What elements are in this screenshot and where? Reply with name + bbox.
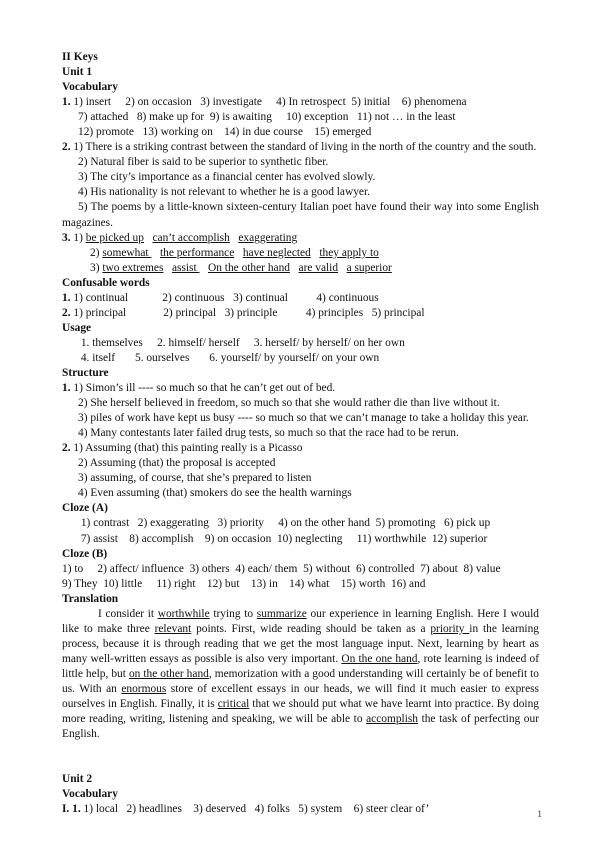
underlined-phrase: accomplish	[366, 713, 418, 726]
underlined-answer: have neglected	[242, 246, 311, 259]
underlined-answer: they apply to	[319, 246, 379, 259]
underlined-phrase: summarize	[256, 607, 307, 620]
underlined-answer: On the other hand	[208, 261, 290, 274]
structure-exercise-1-item-4: 4) Many contestants later failed drug tests, so much so that the race had to be rerun.	[78, 427, 459, 440]
underlined-phrase: On the one hand	[341, 652, 418, 665]
structure-exercise-2-item-4: 4) Even assuming (that) smokers do see the health warnings	[78, 487, 352, 500]
underlined-answer: are valid	[298, 261, 339, 274]
cloze-a-line-2: 7) assist 8) accomplish 9) on occasion 10) neglecting 11) worthwhile 12) superior	[78, 532, 488, 545]
underlined-phrase: relevant	[154, 622, 192, 635]
answer-text: 1) Assuming (that) this painting really is a Picasso	[70, 442, 303, 455]
underlined-answer: the performance	[159, 246, 235, 259]
unit-1-vocabulary-heading: Vocabulary	[62, 81, 118, 94]
structure-exercise-1-item-3: 3) piles of work have kept us busy ---- so much so that we can’t manage to take a holiday this year.	[78, 412, 529, 425]
answer-text: 1) insert 2) on occasion 3) investigate 4) In retrospect 5) initial 6) phenomena	[70, 96, 467, 109]
text-run: points. First, wide reading should be taken as a	[191, 622, 431, 635]
underlined-answer: assist	[171, 261, 200, 274]
underlined-answer: somewhat	[102, 246, 152, 259]
unit-1-heading: Unit 1	[62, 66, 93, 79]
text-run: in the learning process, because it is through reading that we get the most language input. Next, learning by heart as many well-written essays as possible is also very important.	[62, 622, 539, 665]
translation-heading: Translation	[62, 592, 119, 605]
structure-exercise-1-item-1	[62, 381, 539, 396]
underlined-answer: a superior	[346, 261, 392, 274]
exercise-marker: 2.	[62, 306, 71, 319]
structure-exercise-1-item-2: 2) She herself believed in freedom, so much so that she would rather die than live without it.	[78, 397, 500, 410]
row-number: 1)	[70, 231, 83, 244]
text-run: , memorization with a good understanding will certainly be of benefit to us. With an	[62, 667, 540, 695]
underlined-answer: be picked up	[85, 231, 144, 244]
vocabulary-exercise-2-item-1	[62, 140, 539, 155]
document-title: II Keys	[62, 51, 98, 63]
vocabulary-exercise-2-item-2: 2) Natural fiber is said to be superior to synthetic fiber.	[78, 156, 329, 169]
cloze-a-line-1: 1) contrast 2) exaggerating 3) priority 4) on the other hand 5) promoting 6) pick up	[78, 517, 491, 530]
answer-text: 1) continual 2) continuous 3) continual 4) continuous	[70, 291, 379, 304]
confusable-words-exercise-2	[62, 306, 539, 321]
answer-text: 1) Simon’s ill ---- so much so that he can’t get out of bed.	[70, 382, 336, 395]
vocabulary-exercise-1-line-3: 12) promote 13) working on 14) in due course 15) emerged	[78, 126, 372, 139]
unit-2-vocabulary-exercise-1	[62, 802, 539, 817]
underlined-answer: two extremes	[102, 261, 164, 274]
text-run: our experience in learning English. Here I would like to make three	[62, 607, 539, 635]
cloze-b-heading: Cloze (B)	[62, 547, 108, 560]
structure-heading: Structure	[62, 366, 109, 379]
exercise-marker: I. 1.	[62, 803, 81, 816]
exercise-marker: 2.	[62, 141, 71, 154]
unit-2-heading: Unit 2	[62, 773, 93, 786]
exercise-marker: 1.	[62, 382, 71, 395]
row-number: 3)	[90, 261, 100, 274]
page-number: 1	[537, 810, 542, 820]
underlined-phrase: on the other hand	[128, 667, 209, 680]
answers-list	[100, 262, 392, 274]
structure-exercise-2-item-3: 3) assuming, of course, that she’s prepared to listen	[78, 472, 312, 485]
structure-exercise-2-item-1	[62, 441, 539, 456]
cloze-b-line-1: 1) to 2) affect/ influence 3) others 4) each/ them 5) without 6) controlled 7) about 8) value	[62, 562, 501, 575]
underlined-phrase: enormous	[121, 682, 167, 695]
usage-line-1: 1. themselves 2. himself/ herself 3. herself/ by herself/ on her own	[78, 336, 405, 349]
exercise-marker: 1.	[62, 96, 71, 109]
confusable-words-exercise-1	[62, 291, 539, 306]
usage-line-2: 4. itself 5. ourselves 6. yourself/ by yourself/ on your own	[78, 351, 380, 364]
vocabulary-exercise-2-item-3: 3) The city’s importance as a financial center has evolved slowly.	[78, 171, 376, 184]
unit-2-vocabulary-heading: Vocabulary	[62, 788, 118, 801]
underlined-phrase: priority	[430, 622, 470, 635]
vocabulary-exercise-3-row-3	[62, 261, 539, 276]
cloze-a-heading: Cloze (A)	[62, 502, 108, 515]
exercise-marker: 1.	[62, 291, 71, 304]
text-run: store of excellent essays in our heads, we will find it much easier to express ourselves in English. Finally, it is	[62, 682, 539, 711]
vocabulary-exercise-3-row-1	[62, 231, 539, 246]
text-run: I consider it	[98, 607, 158, 620]
document-body	[62, 50, 539, 817]
vocabulary-exercise-2-item-5: 5) The poems by a little-known sixteen-century Italian poet have found their way into some English magazines.	[62, 201, 539, 229]
underlined-phrase: worthwhile	[157, 607, 210, 620]
text-run: , rote learning is indeed of little help, but	[62, 652, 540, 680]
confusable-words-heading: Confusable words	[62, 276, 150, 289]
exercise-marker: 3.	[62, 231, 71, 244]
vocabulary-exercise-3-row-2	[62, 246, 539, 261]
underlined-answer: can’t accomplish	[152, 231, 230, 244]
underlined-phrase: critical	[217, 698, 250, 711]
text-run: the task of perfecting our English.	[62, 713, 539, 741]
structure-exercise-2-item-2: 2) Assuming (that) the proposal is accepted	[78, 457, 276, 470]
vocabulary-exercise-2-item-4: 4) His nationality is not relevant to whether he is a good lawyer.	[78, 186, 370, 199]
exercise-marker: 2.	[62, 442, 71, 455]
translation-paragraph	[62, 607, 539, 742]
vocabulary-exercise-1-line-1	[62, 95, 539, 110]
answer-text: 1) local 2) headlines 3) deserved 4) folks 5) system 6) steer clear of’	[80, 803, 430, 816]
answer-text: 1) principal 2) principal 3) principle 4) principles 5) principal	[70, 306, 425, 319]
answer-text: 1) There is a striking contrast between the standard of living in the north of the country and the south.	[70, 141, 537, 154]
row-number: 2)	[90, 246, 100, 259]
underlined-answer: exaggerating	[238, 231, 298, 244]
answers-list	[83, 232, 297, 244]
usage-heading: Usage	[62, 321, 92, 334]
vocabulary-exercise-1-line-2: 7) attached 8) make up for 9) is awaiting 10) exception 11) not … in the least	[78, 111, 456, 124]
section-spacer	[62, 742, 539, 772]
answers-list	[100, 247, 379, 259]
cloze-b-line-2: 9) They 10) little 11) right 12) but 13) in 14) what 15) worth 16) and	[62, 577, 426, 590]
text-run: trying to	[209, 607, 257, 620]
text-run: that we should put what we have learnt into practice. By doing more reading, writing, listening and speaking, we will be able to	[62, 698, 539, 726]
